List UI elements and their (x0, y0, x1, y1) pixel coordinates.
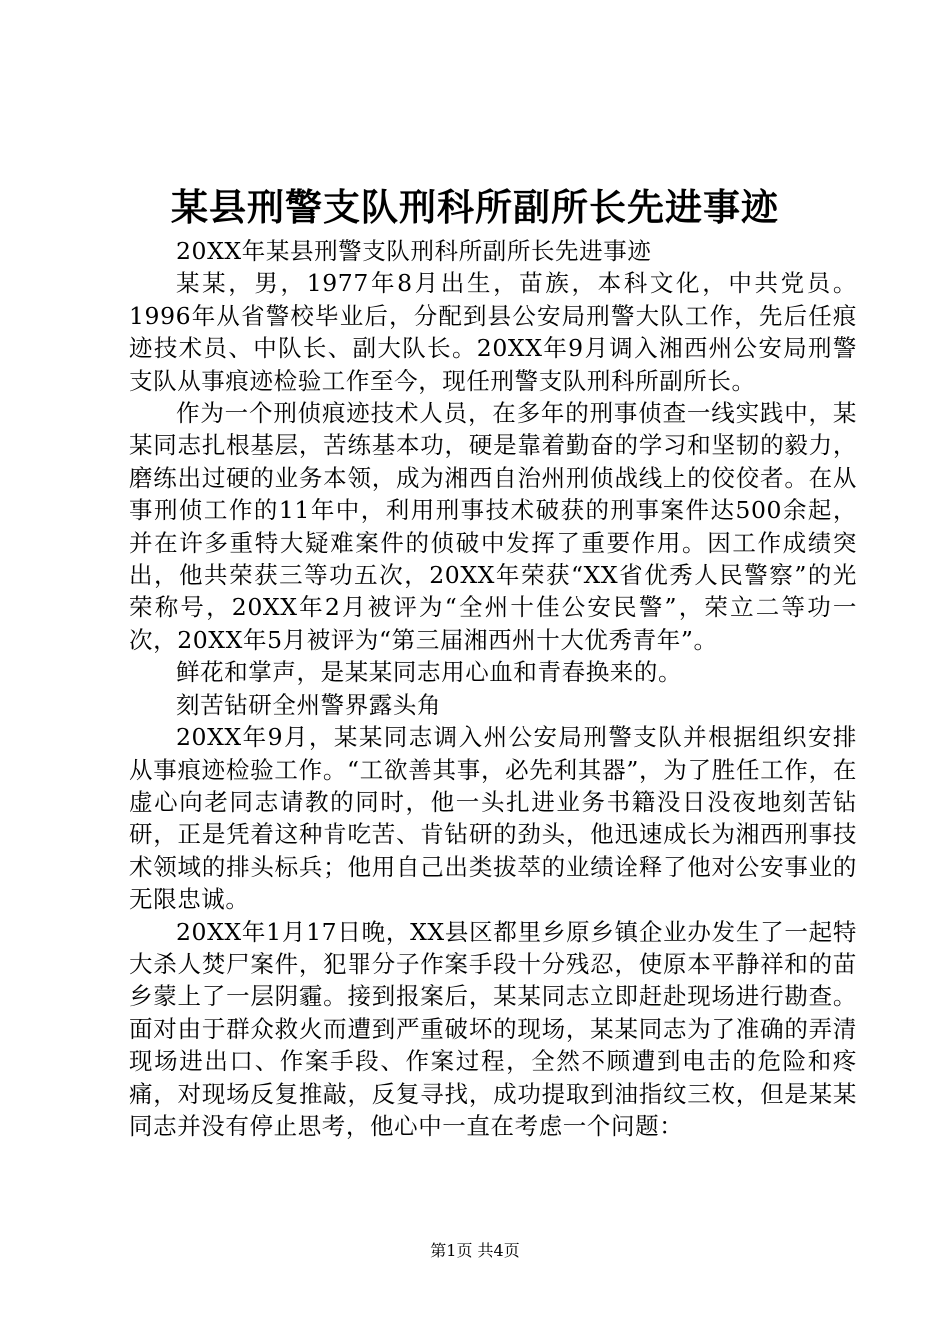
paragraph-flowers: 鲜花和掌声，是某某同志用心血和青春换来的。 (176, 658, 683, 687)
paragraph-profile: 某某，男，1977年8月出生，苗族，本科文化，中共党员。1996年从省警校毕业后，分配到县公安局刑警大队工作，先后任痕迹技术员、中队长、副大队长。20XX年9月调入湘西州公安局刑警支队从事痕迹检验工作至今，现任刑警支队刑科所副所长。 (129, 269, 857, 395)
document-body (129, 235, 857, 1142)
paragraph-case: 20XX年1月17日晚，XX县区都里乡原乡镇企业办发生了一起特大杀人焚尸案件，犯罪分子作案手段十分残忍，使原本平静祥和的苗乡蒙上了一层阴霾。接到报案后，某某同志立即赶赴现场进行勘查。面对由于群众救火而遭到严重破坏的现场，某某同志为了准确的弄清现场进出口、作案手段、作案过程，全然不顾遭到电击的危险和疼痛，对现场反复推敲，反复寻找，成功提取到油指纹三枚，但是某某同志并没有停止思考，他心中一直在考虑一个问题： (129, 917, 857, 1140)
paragraph-subtitle: 20XX年某县刑警支队刑科所副所长先进事迹 (176, 237, 652, 265)
section-heading: 刻苦钻研全州警界露头角 (176, 690, 442, 719)
page-footer: 第1页 共4页 (430, 1241, 520, 1260)
document-title: 某县刑警支队刑科所副所长先进事迹 (171, 185, 779, 229)
paragraph-transfer: 20XX年9月，某某同志调入州公安局刑警支队并根据组织安排从事痕迹检验工作。“工欲善其事，必先利其器”，为了胜任工作，在虚心向老同志请教的同时，他一头扎进业务书籍没日没夜地刻苦钻研，正是凭着这种肯吃苦、肯钻研的劲头，他迅速成长为湘西刑事技术领域的排头标兵；他用自己出类拔萃的业绩诠释了他对公安事业的无限忠诚。 (129, 723, 857, 914)
paragraph-achievements: 作为一个刑侦痕迹技术人员，在多年的刑事侦查一线实践中，某某同志扎根基层，苦练基本功，硬是靠着勤奋的学习和坚韧的毅力，磨练出过硬的业务本领，成为湘西自治州刑侦战线上的佼佼者。在从事刑侦工作的11年中，利用刑事技术破获的刑事案件达500余起，并在许多重特大疑难案件的侦破中发挥了重要作用。因工作成绩突出，他共荣获三等功五次，20XX年荣获“XX省优秀人民警察”的光荣称号，20XX年2月被评为“全州十佳公安民警”，荣立二等功一次，20XX年5月被评为“第三届湘西州十大优秀青年”。 (129, 399, 857, 654)
